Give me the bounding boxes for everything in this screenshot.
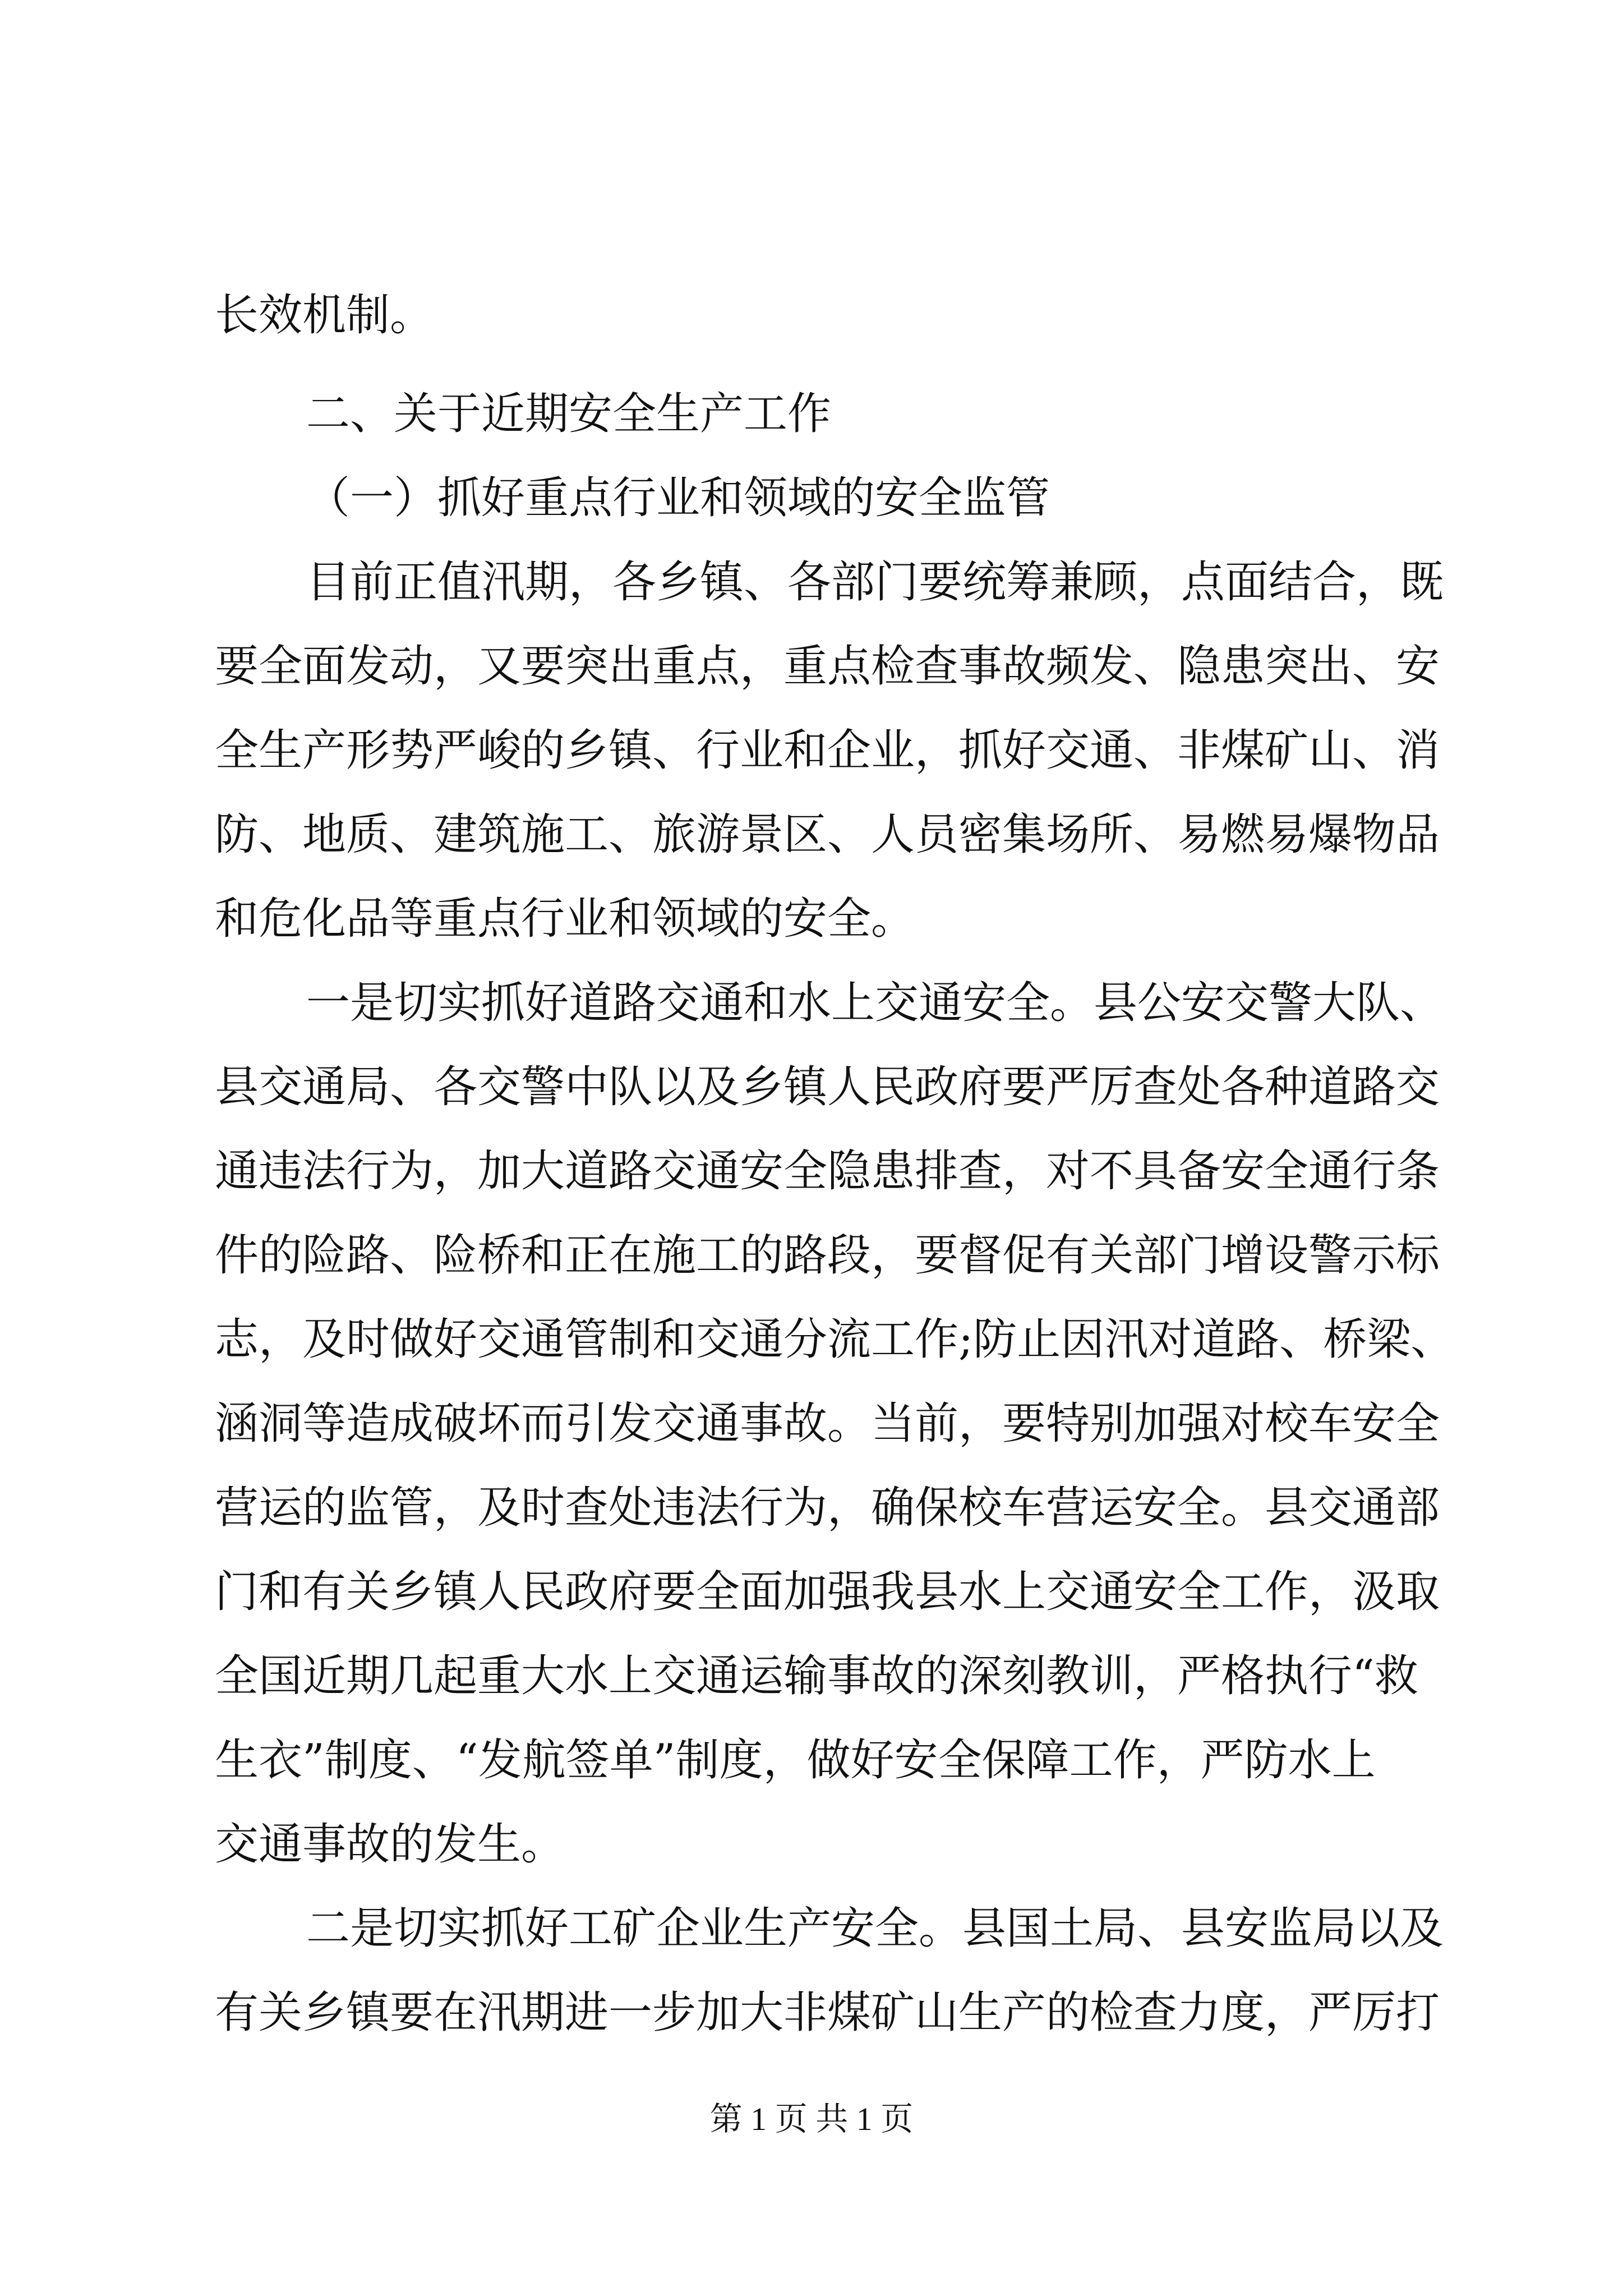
paragraph-line: 有关乡镇要在汛期进一步加大非煤矿山生产的检查力度，严厉打: [215, 1987, 1440, 2038]
paragraph-line: 要全面发动，又要突出重点，重点检查事故频发、隐患突出、安: [215, 641, 1440, 692]
paragraph-line: 件的险路、险桥和正在施工的路段，要督促有关部门增设警示标: [215, 1230, 1440, 1281]
section-heading: 二、关于近期安全生产工作: [306, 389, 832, 439]
paragraph-line: 目前正值汛期，各乡镇、各部门要统筹兼顾，点面结合，既: [306, 557, 1444, 608]
paragraph-line: 和危化品等重点行业和领域的安全。: [215, 894, 915, 944]
paragraph-line: 涵洞等造成破坏而引发交通事故。当前，要特别加强对校车安全: [215, 1398, 1440, 1449]
paragraph-line: 一是切实抓好道路交通和水上交通安全。县公安交警大队、: [306, 978, 1444, 1028]
paragraph-line: 全国近期几起重大水上交通运输事故的深刻教训，严格执行“救: [215, 1651, 1418, 1701]
paragraph-line: 生衣”制度、“发航签单”制度，做好安全保障工作，严防水上: [215, 1735, 1376, 1786]
paragraph-line: 交通事故的发生。: [215, 1819, 565, 1870]
paragraph-line: 长效机制。: [215, 290, 434, 341]
paragraph-line: 县交通局、各交警中队以及乡镇人民政府要严厉查处各种道路交: [215, 1062, 1440, 1112]
page-number-footer: 第 1 页 共 1 页: [709, 2101, 914, 2137]
paragraph-line: 营运的监管，及时查处违法行为，确保校车营运安全。县交通部: [215, 1483, 1440, 1533]
paragraph-line: 二是切实抓好工矿企业生产安全。县国土局、县安监局以及: [306, 1903, 1444, 1954]
paragraph-line: 门和有关乡镇人民政府要全面加强我县水上交通安全工作，汲取: [215, 1567, 1440, 1617]
subsection-heading: （一）抓好重点行业和领域的安全监管: [306, 473, 1050, 523]
paragraph-line: 志，及时做好交通管制和交通分流工作;防止因汛对道路、桥梁、: [215, 1314, 1455, 1365]
paragraph-line: 通违法行为，加大道路交通安全隐患排查，对不具备安全通行条: [215, 1146, 1440, 1197]
paragraph-line: 全生产形势严峻的乡镇、行业和企业，抓好交通、非煤矿山、消: [215, 725, 1440, 776]
paragraph-line: 防、地质、建筑施工、旅游景区、人员密集场所、易燃易爆物品: [215, 809, 1440, 860]
